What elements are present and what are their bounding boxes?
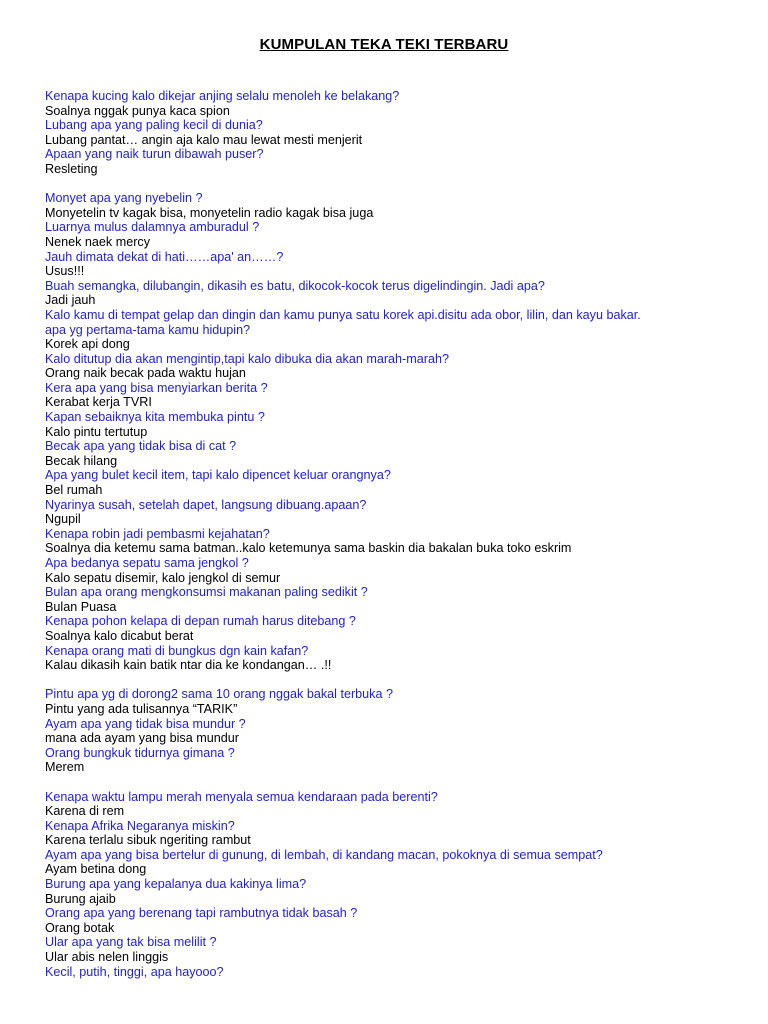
riddle-question: Kecil, putih, tinggi, apa hayooo? (45, 964, 224, 979)
riddle-question: Orang bungkuk tidurnya gimana ? (45, 745, 235, 760)
riddle-question: Apa yang bulet kecil item, tapi kalo dipencet keluar orangnya? (45, 468, 391, 483)
riddle-question: Apa bedanya sepatu sama jengkol ? (45, 556, 249, 570)
riddle-answer: Kalo sepatu disemir, kalo jengkol di semur (45, 570, 281, 585)
riddle-answer: Soalnya dia ketemu sama batman..kalo ketemunya sama baskin dia bakalan buka toko eskrim (45, 541, 572, 556)
riddle-question: Monyet apa yang nyebelin ? (45, 191, 203, 206)
riddle-question: apa yg pertama-tama kamu hidupin? (45, 322, 251, 337)
riddle-question: Kenapa robin jadi pembasmi kejahatan? (45, 526, 270, 541)
riddle-question: Kera apa yang bisa menyiarkan berita ? (45, 380, 268, 395)
riddle-question: Pintu apa yg di dorong2 sama 10 orang nggak bakal terbuka ? (45, 687, 393, 702)
document-title: KUMPULAN TEKA TEKI TERBARU (259, 36, 509, 53)
riddle-question: Kenapa pohon kelapa di depan rumah harus ditebang ? (45, 614, 356, 629)
riddle-answer: Lubang pantat… angin aja kalo mau lewat mesti menjerit (45, 132, 363, 147)
riddle-question: Buah semangka, dilubangin, dikasih es batu, dikocok-kocok terus digelindingin. Jadi apa? (45, 278, 545, 293)
riddle-answer: Orang naik becak pada waktu hujan (45, 366, 246, 381)
riddle-answer: Bulan Puasa (45, 599, 117, 614)
riddle-question: Ular apa yang tak bisa melilit ? (45, 935, 217, 950)
riddle-answer: Burung ajaib (45, 891, 116, 906)
riddle-answer: Karena terlalu sibuk ngeriting rambut (45, 833, 251, 848)
riddle-answer: Kalau dikasih kain batik ntar dia ke kondangan… .!! (45, 658, 332, 673)
riddle-question: Kenapa orang mati di bungkus dgn kain kafan? (45, 643, 309, 658)
riddle-answer: Nenek naek mercy (45, 234, 150, 249)
riddle-question: Bulan apa orang mengkonsumsi makanan paling sedikit ? (45, 585, 368, 600)
riddle-answer: Kerabat kerja TVRI (45, 395, 152, 410)
riddle-question: Kapan sebaiknya kita membuka pintu ? (45, 410, 265, 425)
paragraph-gap (45, 775, 748, 790)
riddle-question: Orang apa yang berenang tapi rambutnya tidak basah ? (45, 906, 358, 921)
riddle-answer: Monyetelin tv kagak bisa, monyetelin radio kagak bisa juga (45, 205, 374, 220)
riddle-answer: Karena di rem (45, 804, 125, 819)
riddle-answer: Becak hilang (45, 453, 118, 468)
riddle-answer: Soalnya nggak punya kaca spion (45, 103, 230, 118)
paragraph-gap (45, 673, 748, 688)
riddle-answer: Ular abis nelen linggis (45, 950, 169, 965)
riddle-answer: Resleting (45, 161, 98, 176)
riddle-question: Luarnya mulus dalamnya amburadul ? (45, 220, 260, 235)
riddle-question: Kalo ditutup dia akan mengintip,tapi kalo dibuka dia akan marah-marah? (45, 351, 449, 366)
riddle-question: Kenapa Afrika Negaranya miskin? (45, 818, 235, 833)
riddle-answer: Soalnya kalo dicabut berat (45, 628, 194, 643)
riddle-answer: Pintu yang ada tulisannya “TARIK” (45, 701, 238, 716)
riddle-question: Kenapa waktu lampu merah menyala semua kendaraan pada berenti? (45, 789, 438, 804)
paragraph-gap (45, 177, 748, 192)
riddle-question: Ayam apa yang tidak bisa mundur ? (45, 716, 246, 731)
riddle-question: Jauh dimata dekat di hati……apa' an……? (45, 249, 284, 264)
riddle-answer: Usus!!! (45, 264, 85, 279)
riddle-answer: Ayam betina dong (45, 862, 147, 877)
riddle-question: Kalo kamu di tempat gelap dan dingin dan kamu punya satu korek api.disitu ada obor, lilin, dan kayu bakar. (45, 307, 641, 322)
riddle-answer: Bel rumah (45, 483, 103, 498)
riddle-question: Apaan yang naik turun dibawah puser? (45, 147, 264, 162)
riddle-question: Ayam apa yang bisa bertelur di gunung, di lembah, di kandang macan, pokoknya di semua sempat? (45, 847, 603, 862)
riddle-question: Lubang apa yang paling kecil di dunia? (45, 118, 263, 133)
riddle-answer: Kalo pintu tertutup (45, 424, 148, 439)
riddle-question: Burung apa yang kepalanya dua kakinya lima? (45, 877, 307, 892)
riddle-question: Kenapa kucing kalo dikejar anjing selalu menoleh ke belakang? (45, 89, 400, 103)
riddle-answer: mana ada ayam yang bisa mundur (45, 731, 239, 746)
riddle-question: Becak apa yang tidak bisa di cat ? (45, 439, 237, 454)
riddle-question: Nyarinya susah, setelah dapet, langsung dibuang.apaan? (45, 497, 367, 512)
riddle-answer: Ngupil (45, 512, 81, 527)
riddle-answer: Jadi jauh (45, 293, 96, 308)
riddle-list (45, 89, 748, 979)
riddle-answer: Orang botak (45, 920, 115, 935)
riddle-answer: Merem (45, 760, 85, 775)
riddle-answer: Korek api dong (45, 337, 130, 352)
